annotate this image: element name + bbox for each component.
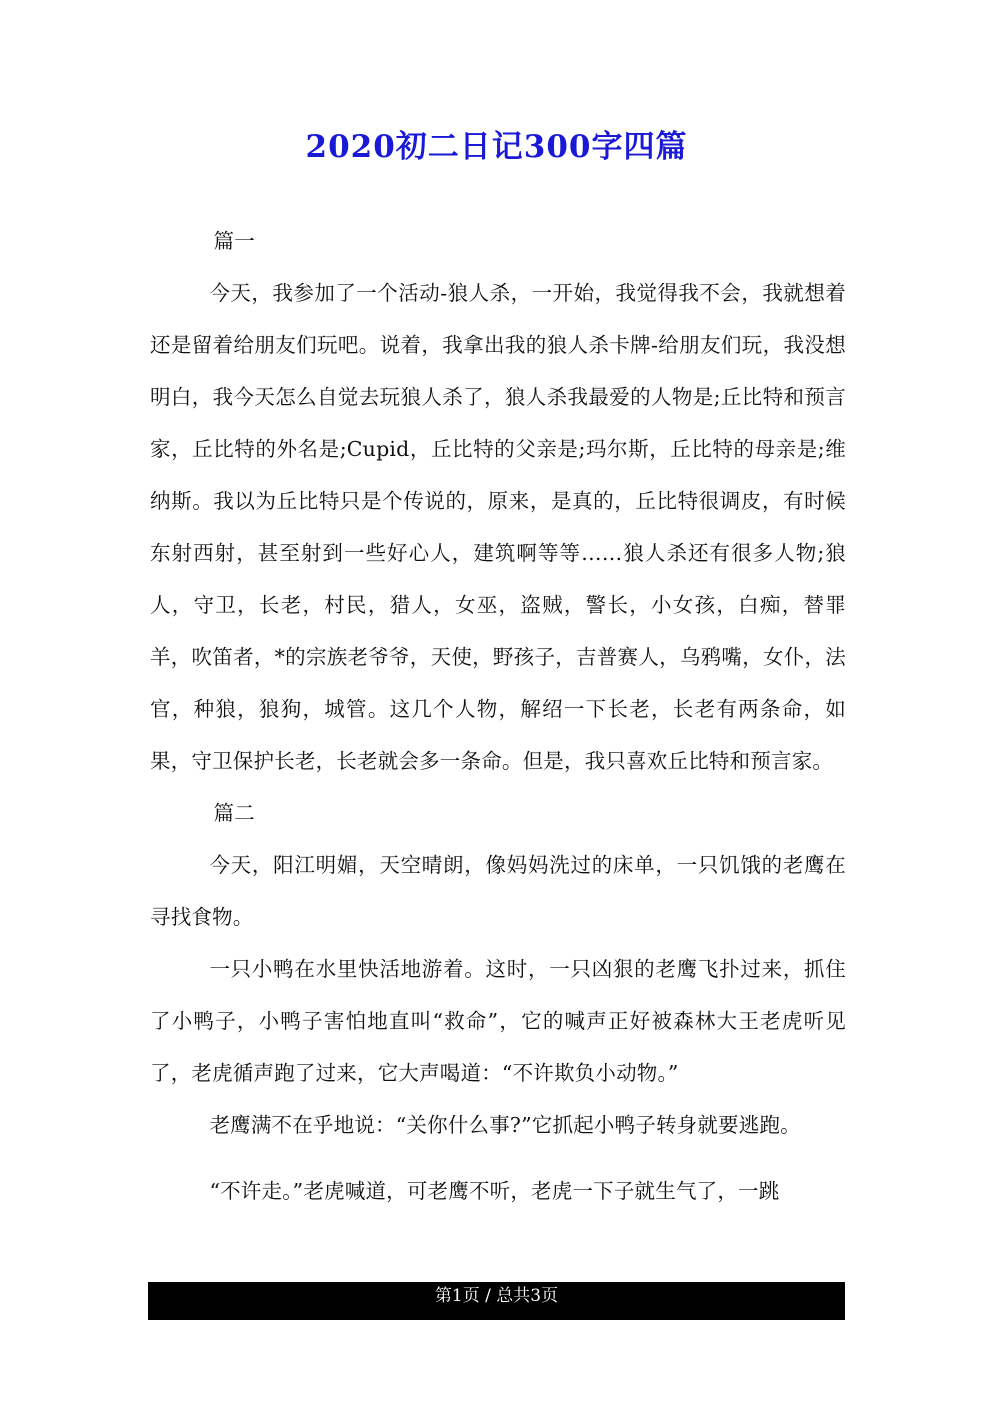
paragraph: “不许走。”老虎喊道，可老鹰不听，老虎一下子就生气了，一跳 [209, 1179, 780, 1203]
paragraph: 今天，我参加了一个活动-狼人杀，一开始，我觉得我不会，我就想着还是留着给朋友们玩吧。说着，我拿出我的狼人杀卡牌-给朋友们玩，我没想明白，我今天怎么自觉去玩狼人杀了，狼人杀我最爱的人物是;丘比特和预言家，丘比特的外名是;Cupid，丘比特的父亲是;玛尔斯，丘比特的母亲是;维纳斯。我以为丘比特只是个传说的，原来，是真的，丘比特很调皮，有时候东射西射，甚至射到一些好心人，建筑啊等等……狼人杀还有很多人物;狼人，守卫，长老，村民，猎人，女巫，盗贼，警长，小女孩，白痴，替罪羊，吹笛者，*的宗族老爷爷，天使，野孩子，吉普赛人，乌鸦嘴，女仆，法官，种狼，狼狗，城管。这几个人物，解绍一下长老，长老有两条命，如果，守卫保护长老，长老就会多一条命。但是，我只喜欢丘比特和预言家。 [150, 281, 846, 773]
document-body [150, 215, 846, 1217]
paragraph: 老鹰满不在乎地说：“关你什么事?”它抓起小鸭子转身就要逃跑。 [209, 1113, 801, 1137]
section-heading: 篇二 [213, 801, 255, 825]
section-heading: 篇一 [213, 229, 255, 253]
document-title: 2020初二日记300字四篇 [305, 129, 688, 165]
paragraph: 一只小鸭在水里快活地游着。这时，一只凶狠的老鹰飞扑过来，抓住了小鸭子，小鸭子害怕地直叫“救命”，它的喊声正好被森林大王老虎听见了，老虎循声跑了过来，它大声喝道：“不许欺负小动物。” [150, 957, 846, 1085]
page-footer [148, 1282, 845, 1320]
page-number-label: 第1页 / 总共3页 [434, 1286, 559, 1306]
paragraph: 今天，阳江明媚，天空晴朗，像妈妈洗过的床单，一只饥饿的老鹰在寻找食物。 [150, 853, 846, 929]
